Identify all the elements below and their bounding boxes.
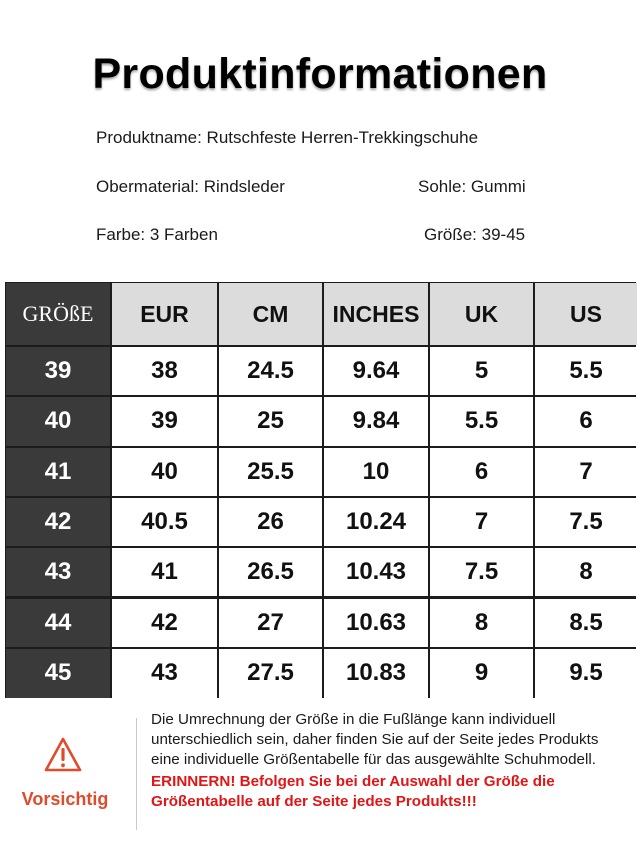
table-cell: 9 — [430, 649, 533, 698]
table-cell: 40 — [112, 448, 217, 496]
table-cell: 5 — [430, 347, 533, 395]
size-table — [5, 282, 636, 698]
row-header-size: 45 — [6, 649, 110, 698]
table-cell: 42 — [112, 599, 217, 647]
table-cell: 40.5 — [112, 498, 217, 546]
table-cell: 8 — [535, 548, 637, 596]
caution-label: Vorsichtig — [21, 789, 109, 809]
table-cell: 10.24 — [324, 498, 428, 546]
table-cell: 27.5 — [219, 649, 322, 698]
table-cell: 26.5 — [219, 548, 322, 596]
table-cell: 10.63 — [324, 599, 428, 647]
table-cell: 7 — [535, 448, 637, 496]
table-cell: 9.5 — [535, 649, 637, 698]
product-name: Produktname: Rutschfeste Herren-Trekkingschuhe — [96, 128, 479, 147]
row-header-size: 43 — [6, 548, 110, 596]
column-header-us: US — [535, 283, 637, 345]
table-cell: 24.5 — [219, 347, 322, 395]
table-cell: 7.5 — [430, 548, 533, 596]
column-header-uk: UK — [430, 283, 533, 345]
row-header-size: 44 — [6, 599, 110, 647]
row-header-size: 41 — [6, 448, 110, 496]
table-cell: 10.43 — [324, 548, 428, 596]
size-range: Größe: 39-45 — [424, 225, 526, 244]
row-header-size: 39 — [6, 347, 110, 395]
table-cell: 25 — [219, 397, 322, 445]
row-header-size: 42 — [6, 498, 110, 546]
page-title: Produktinformationen — [92, 50, 548, 98]
conversion-note: Die Umrechnung der Größe in die Fußlänge kann individuell unterschiedlich sein, daher finden Sie auf der Seite jedes Produkts eine individuelle Größentabelle für das ausgewählte Schuhmodell. — [151, 711, 599, 768]
table-cell: 27 — [219, 599, 322, 647]
reminder-text: ERINNERN! Befolgen Sie bei der Auswahl der Größe die Größentabelle auf der Seite jedes Produkts!!! — [151, 773, 555, 810]
table-cell: 9.64 — [324, 347, 428, 395]
table-cell: 6 — [430, 448, 533, 496]
caution-note — [151, 710, 631, 812]
table-cell: 26 — [219, 498, 322, 546]
table-cell: 6 — [535, 397, 637, 445]
table-cell: 38 — [112, 347, 217, 395]
size-header: GRÖßE — [6, 283, 110, 345]
table-cell: 10 — [324, 448, 428, 496]
color-options: Farbe: 3 Farben — [96, 225, 218, 244]
table-cell: 7 — [430, 498, 533, 546]
row-header-size: 40 — [6, 397, 110, 445]
table-cell: 25.5 — [219, 448, 322, 496]
table-cell: 7.5 — [535, 498, 637, 546]
table-cell: 9.84 — [324, 397, 428, 445]
table-cell: 8 — [430, 599, 533, 647]
sole-material: Sohle: Gummi — [418, 177, 526, 196]
warning-triangle-icon — [44, 737, 82, 773]
table-cell: 5.5 — [430, 397, 533, 445]
upper-material: Obermaterial: Rindsleder — [96, 177, 285, 196]
divider — [136, 718, 137, 830]
column-header-cm: CM — [219, 283, 322, 345]
column-header-eur: EUR — [112, 283, 217, 345]
table-cell: 8.5 — [535, 599, 637, 647]
table-cell: 39 — [112, 397, 217, 445]
column-header-inches: INCHES — [324, 283, 428, 345]
table-cell: 5.5 — [535, 347, 637, 395]
table-cell: 43 — [112, 649, 217, 698]
table-cell: 41 — [112, 548, 217, 596]
table-cell: 10.83 — [324, 649, 428, 698]
